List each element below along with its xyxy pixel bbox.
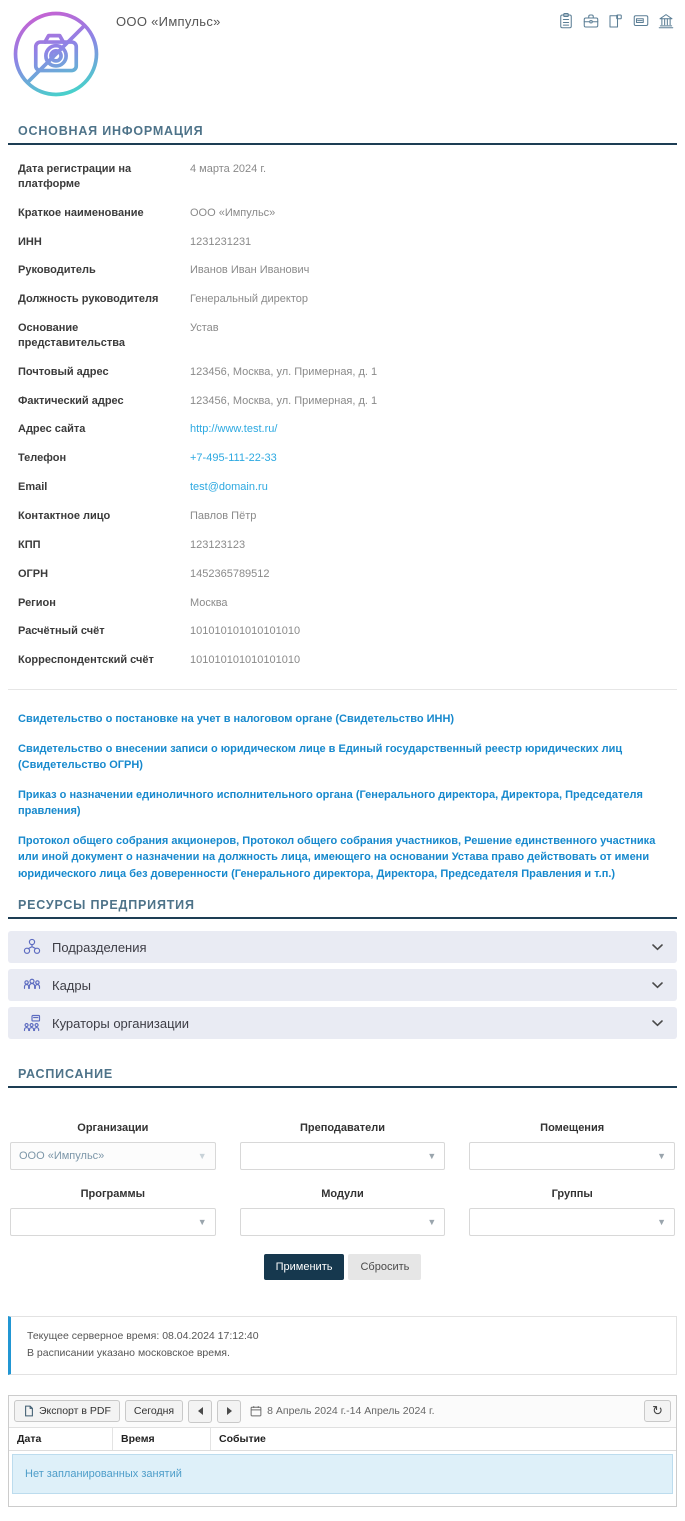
date-range <box>250 1405 434 1417</box>
filter-actions <box>8 1254 677 1280</box>
info-row-value: 123456, Москва, ул. Примерная, д. 1 <box>190 394 378 407</box>
info-row-label: Корреспондентский счёт <box>18 654 154 667</box>
info-row <box>8 387 677 416</box>
server-time-note <box>8 1316 677 1375</box>
info-row <box>8 415 677 444</box>
info-row-value: test@domain.ru <box>190 481 268 494</box>
refresh-button[interactable]: ↻ <box>644 1400 671 1422</box>
info-row <box>8 155 677 199</box>
filter-label: Организации <box>77 1122 149 1135</box>
info-row <box>8 531 677 560</box>
chevron-down-icon <box>652 982 663 989</box>
filter-label: Помещения <box>540 1122 605 1135</box>
schedule-footer-spacer <box>9 1497 676 1506</box>
display-icon[interactable] <box>632 12 650 30</box>
info-row <box>8 502 677 531</box>
main-info-list <box>8 155 677 675</box>
today-button[interactable] <box>125 1400 183 1422</box>
filter-label: Программы <box>80 1188 146 1201</box>
info-row-value: +7-495-111-22-33 <box>190 452 277 465</box>
info-row <box>8 256 677 285</box>
main-info-heading: ОСНОВНАЯ ИНФОРМАЦИЯ <box>8 124 677 145</box>
staff-icon <box>22 975 42 995</box>
schedule-widget <box>8 1395 677 1507</box>
accordion-staff[interactable] <box>8 969 677 1001</box>
info-row-label: Краткое наименование <box>18 206 144 219</box>
info-row <box>8 199 677 228</box>
arrow-left-icon <box>198 1407 203 1415</box>
filter-field <box>240 1122 446 1170</box>
info-row-value: Генеральный директор <box>190 293 308 306</box>
info-row-value: 123123123 <box>190 538 246 551</box>
today-label: Сегодня <box>133 1405 175 1418</box>
filter-label: Преподаватели <box>299 1122 386 1135</box>
accordion-label: Подразделения <box>52 939 147 955</box>
schedule-heading: РАСПИСАНИЕ <box>8 1067 677 1088</box>
info-row <box>8 314 677 358</box>
info-row <box>8 473 677 502</box>
reset-button[interactable]: Сбросить <box>348 1254 421 1280</box>
info-row-value: ООО «Импульс» <box>190 206 276 219</box>
info-row-label: Должность руководителя <box>18 293 159 306</box>
accordion-label: Кадры <box>52 977 91 993</box>
caret-down-icon: ▼ <box>197 1217 207 1228</box>
filter-field <box>10 1122 216 1170</box>
caret-down-icon: ▼ <box>427 1217 437 1228</box>
curators-icon <box>22 1013 42 1033</box>
caret-down-icon: ▼ <box>197 1151 207 1162</box>
column-header-event: Событие <box>219 1432 266 1445</box>
empty-schedule-message: Нет запланированных занятий <box>12 1454 673 1494</box>
info-row <box>8 444 677 473</box>
filter-select-value: ООО «Импульс» <box>19 1150 105 1163</box>
filter-select[interactable] <box>10 1208 216 1236</box>
filter-select[interactable] <box>469 1142 675 1170</box>
info-row-value: Москва <box>190 596 228 609</box>
bank-icon[interactable] <box>657 12 675 30</box>
calendar-icon <box>250 1405 262 1417</box>
info-row-label: Дата регистрации на платформе <box>18 163 132 190</box>
export-pdf-button[interactable] <box>14 1400 120 1422</box>
info-row-value: 101010101010101010 <box>190 625 301 638</box>
filter-field <box>469 1188 675 1236</box>
accordion-label: Кураторы организации <box>52 1015 190 1031</box>
copy-icon[interactable] <box>607 12 625 30</box>
schedule-filter-grid <box>8 1122 677 1236</box>
next-week-button[interactable] <box>217 1400 241 1423</box>
info-row-label: Телефон <box>18 452 67 465</box>
info-row-label: Основание представительства <box>18 322 125 349</box>
document-link[interactable]: Свидетельство о внесении записи о юридическом лице в Единый государственный реестр юридических лиц (Свидетельство ОГРН) <box>18 742 623 772</box>
info-row <box>8 285 677 314</box>
accordion-departments[interactable] <box>8 931 677 963</box>
header-icon-toolbar <box>557 12 675 30</box>
filter-field <box>240 1188 446 1236</box>
prev-week-button[interactable] <box>188 1400 212 1423</box>
info-row <box>8 589 677 618</box>
date-range-label: 8 Апрель 2024 г.-14 Апрель 2024 г. <box>267 1405 435 1418</box>
info-row-label: Регион <box>18 596 56 609</box>
info-row <box>8 646 677 675</box>
filter-select[interactable] <box>469 1208 675 1236</box>
timezone-line: В расписании указано московское время. <box>27 1347 230 1360</box>
document-links <box>8 694 677 882</box>
arrow-right-icon <box>227 1407 232 1415</box>
info-row-value: Устав <box>190 322 219 335</box>
pdf-document-icon <box>23 1405 35 1417</box>
info-row <box>8 358 677 387</box>
column-header-time: Время <box>113 1428 211 1450</box>
info-row-label: Руководитель <box>18 264 96 277</box>
briefcase-icon[interactable] <box>582 12 600 30</box>
info-row-value: 123456, Москва, ул. Примерная, д. 1 <box>190 365 378 378</box>
info-row-label: Расчётный счёт <box>18 625 105 638</box>
resources-accordion-list <box>8 931 677 1039</box>
info-row-value: Иванов Иван Иванович <box>190 264 310 277</box>
schedule-toolbar <box>9 1396 676 1428</box>
info-row-value: Павлов Пётр <box>190 509 257 522</box>
filter-select[interactable] <box>10 1142 216 1170</box>
info-row-label: ИНН <box>18 235 42 248</box>
resources-heading: РЕСУРСЫ ПРЕДПРИЯТИЯ <box>8 898 677 919</box>
info-row-label: Email <box>18 481 48 494</box>
caret-down-icon: ▼ <box>657 1217 666 1228</box>
document-link[interactable]: Протокол общего собрания акционеров, Протокол общего собрания участников, Решение единственного участника или иной документ о назначении на должность лица, имеющего на основании Устава право действовать от имени юридического лица без доверенности (Генерального директора, Директора, Председателя Правления и т.п.) <box>18 834 656 880</box>
filter-label: Модули <box>321 1188 364 1201</box>
page-title: ООО «Импульс» <box>116 14 221 29</box>
chevron-down-icon <box>652 944 663 951</box>
info-row-value: 101010101010101010 <box>190 654 301 667</box>
schedule-table-header <box>9 1428 676 1451</box>
divider <box>8 689 677 690</box>
filter-select[interactable] <box>240 1208 446 1236</box>
filter-field <box>10 1188 216 1236</box>
document-link[interactable]: Приказ о назначении единоличного исполнительного органа (Генерального директора, Директора, Председателя правления) <box>18 788 643 818</box>
caret-down-icon: ▼ <box>657 1151 666 1162</box>
info-row-label: КПП <box>18 538 41 551</box>
info-row-label: Контактное лицо <box>18 509 111 522</box>
info-row-value: 1452365789512 <box>190 567 270 580</box>
filter-label: Группы <box>551 1188 593 1201</box>
info-row-value: http://www.test.ru/ <box>190 423 278 436</box>
info-row-label: ОГРН <box>18 567 49 580</box>
info-row-value: 4 марта 2024 г. <box>190 163 267 175</box>
organization-logo <box>10 8 102 100</box>
accordion-curators[interactable] <box>8 1007 677 1039</box>
server-time-line: Текущее серверное время: 08.04.2024 17:12:40 <box>27 1330 259 1343</box>
departments-icon <box>22 937 42 957</box>
filter-select[interactable] <box>240 1142 446 1170</box>
export-pdf-label: Экспорт в PDF <box>39 1405 111 1418</box>
filter-field <box>469 1122 675 1170</box>
checklist-icon[interactable] <box>557 12 575 30</box>
apply-button[interactable]: Применить <box>264 1254 345 1280</box>
chevron-down-icon <box>652 1020 663 1027</box>
info-row <box>8 617 677 646</box>
page-header <box>8 0 677 108</box>
info-row-label: Фактический адрес <box>18 394 124 407</box>
info-row <box>8 228 677 257</box>
no-photo-camera-icon <box>10 8 102 100</box>
info-row-label: Адрес сайта <box>18 423 86 436</box>
info-row-label: Почтовый адрес <box>18 365 109 378</box>
info-row-value: 1231231231 <box>190 235 252 248</box>
document-link[interactable]: Свидетельство о постановке на учет в налоговом органе (Свидетельство ИНН) <box>18 713 455 726</box>
column-header-date: Дата <box>9 1428 113 1450</box>
info-row <box>8 560 677 589</box>
caret-down-icon: ▼ <box>427 1151 437 1162</box>
